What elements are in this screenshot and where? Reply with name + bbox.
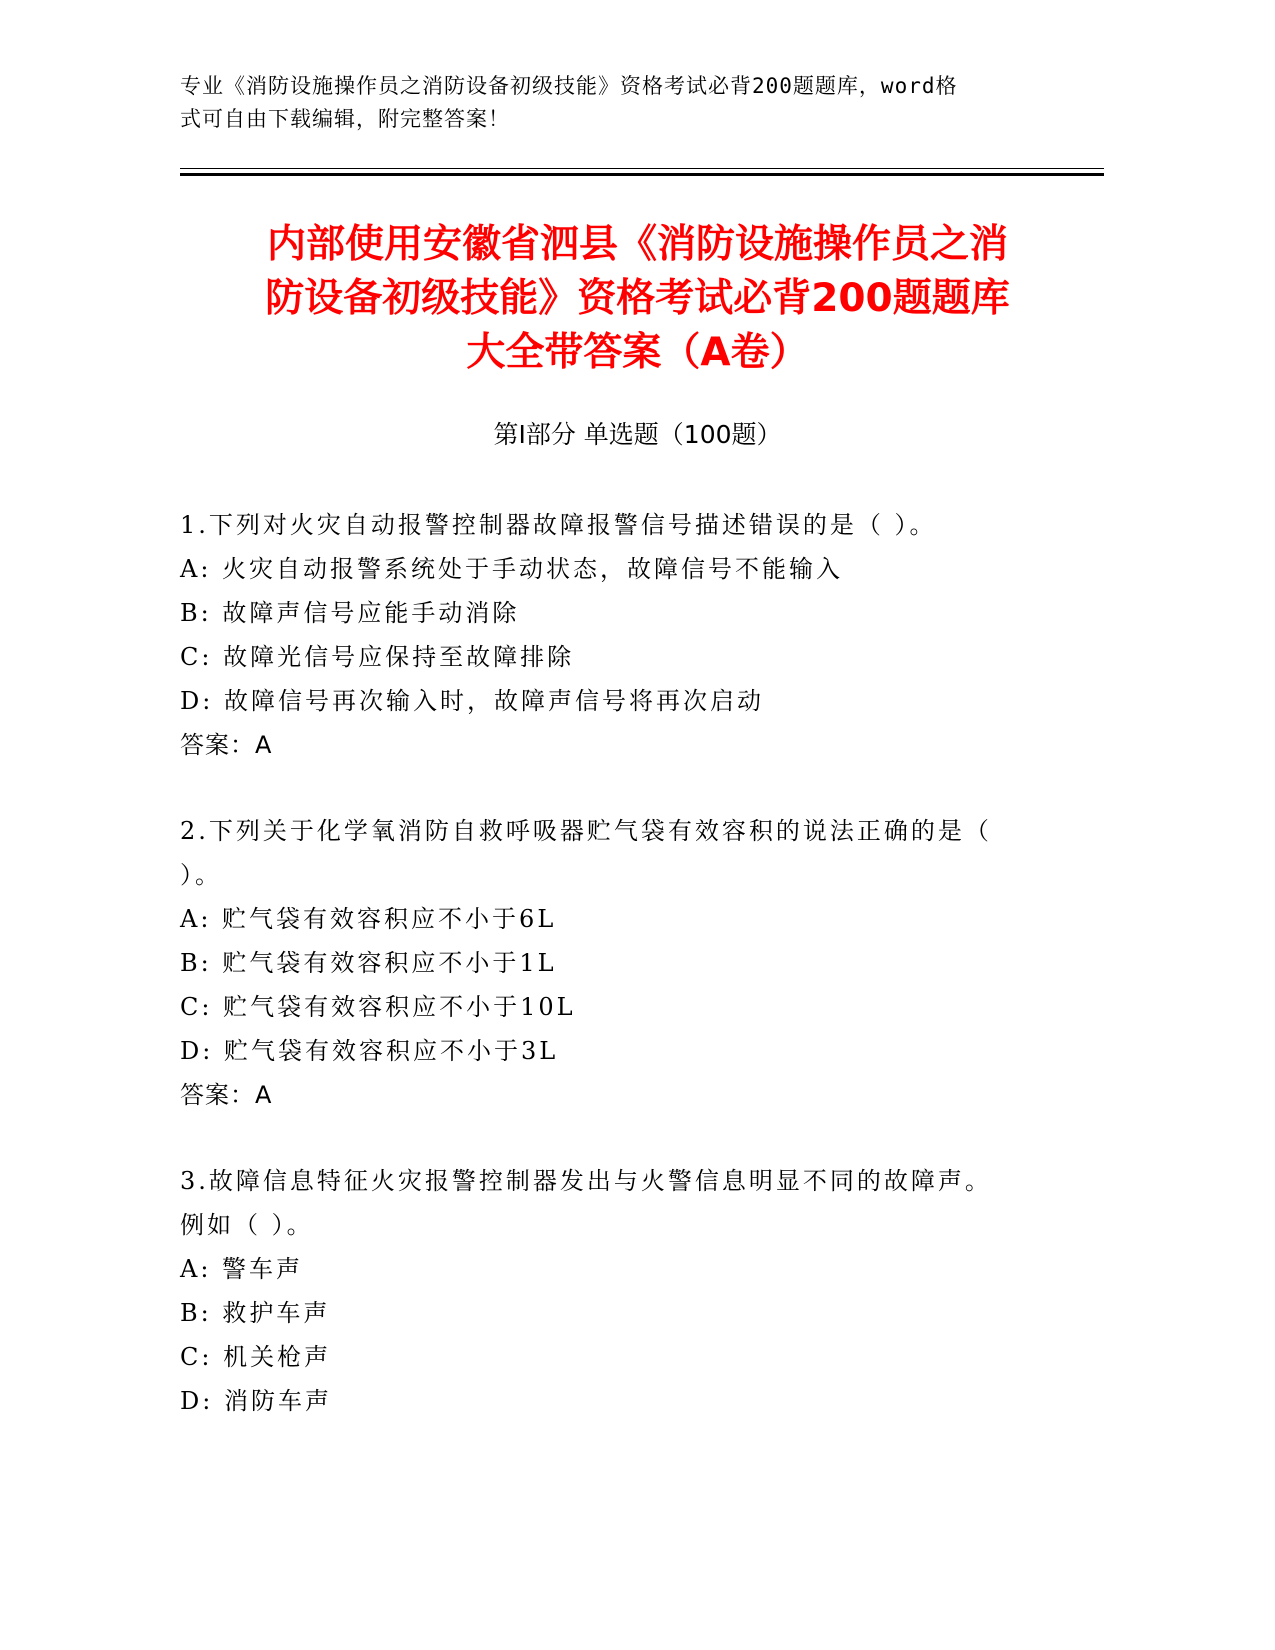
title-line-2: 防设备初级技能》资格考试必背200题题库: [265, 276, 1010, 321]
question-3: [180, 1159, 1080, 1423]
document-title: [160, 218, 1115, 380]
option-d: D: 故障信号再次输入时，故障声信号将再次启动: [180, 687, 764, 715]
answer-line: 答案：A: [180, 731, 273, 759]
option-c: C: 贮气袋有效容积应不小于10L: [180, 993, 576, 1021]
intro-paragraph: [180, 70, 1020, 136]
header-rule-thin: [180, 168, 1104, 169]
question-1: [180, 503, 1080, 767]
title-line-1: 内部使用安徽省泗县《消防设施操作员之消: [266, 222, 1008, 267]
question-stem-continued: ）。: [180, 861, 222, 889]
question-stem: 3.故障信息特征火灾报警控制器发出与火警信息明显不同的故障声。: [180, 1167, 992, 1195]
option-c: C: 机关枪声: [180, 1343, 332, 1371]
option-c: C: 故障光信号应保持至故障排除: [180, 643, 575, 671]
option-b: B: 救护车声: [180, 1299, 331, 1327]
section-heading: 第I部分 单选题（100题）: [493, 420, 782, 449]
header-rule-thick: [180, 173, 1104, 176]
option-a: A: 贮气袋有效容积应不小于6L: [180, 905, 557, 933]
question-2: [180, 809, 1080, 1117]
intro-line-1: 专业《消防设施操作员之消防设备初级技能》资格考试必背200题题库，word格: [180, 74, 958, 98]
option-b: B: 故障声信号应能手动消除: [180, 599, 520, 627]
answer-line: 答案：A: [180, 1081, 273, 1109]
question-stem: 2.下列关于化学氧消防自救呼吸器贮气袋有效容积的说法正确的是（: [180, 817, 992, 845]
question-list: [180, 503, 1080, 1465]
question-stem: 1.下列对火灾自动报警控制器故障报警信号描述错误的是（ ）。: [180, 511, 937, 539]
intro-line-2: 式可自由下载编辑，附完整答案！: [180, 107, 510, 131]
option-a: A: 火灾自动报警系统处于手动状态，故障信号不能输入: [180, 555, 844, 583]
option-d: D: 消防车声: [180, 1387, 332, 1415]
option-a: A: 警车声: [180, 1255, 304, 1283]
question-stem-continued: 例如（ ）。: [180, 1211, 314, 1239]
option-d: D: 贮气袋有效容积应不小于3L: [180, 1037, 559, 1065]
title-line-3: 大全带答案（A卷）: [466, 330, 809, 375]
option-b: B: 贮气袋有效容积应不小于1L: [180, 949, 557, 977]
